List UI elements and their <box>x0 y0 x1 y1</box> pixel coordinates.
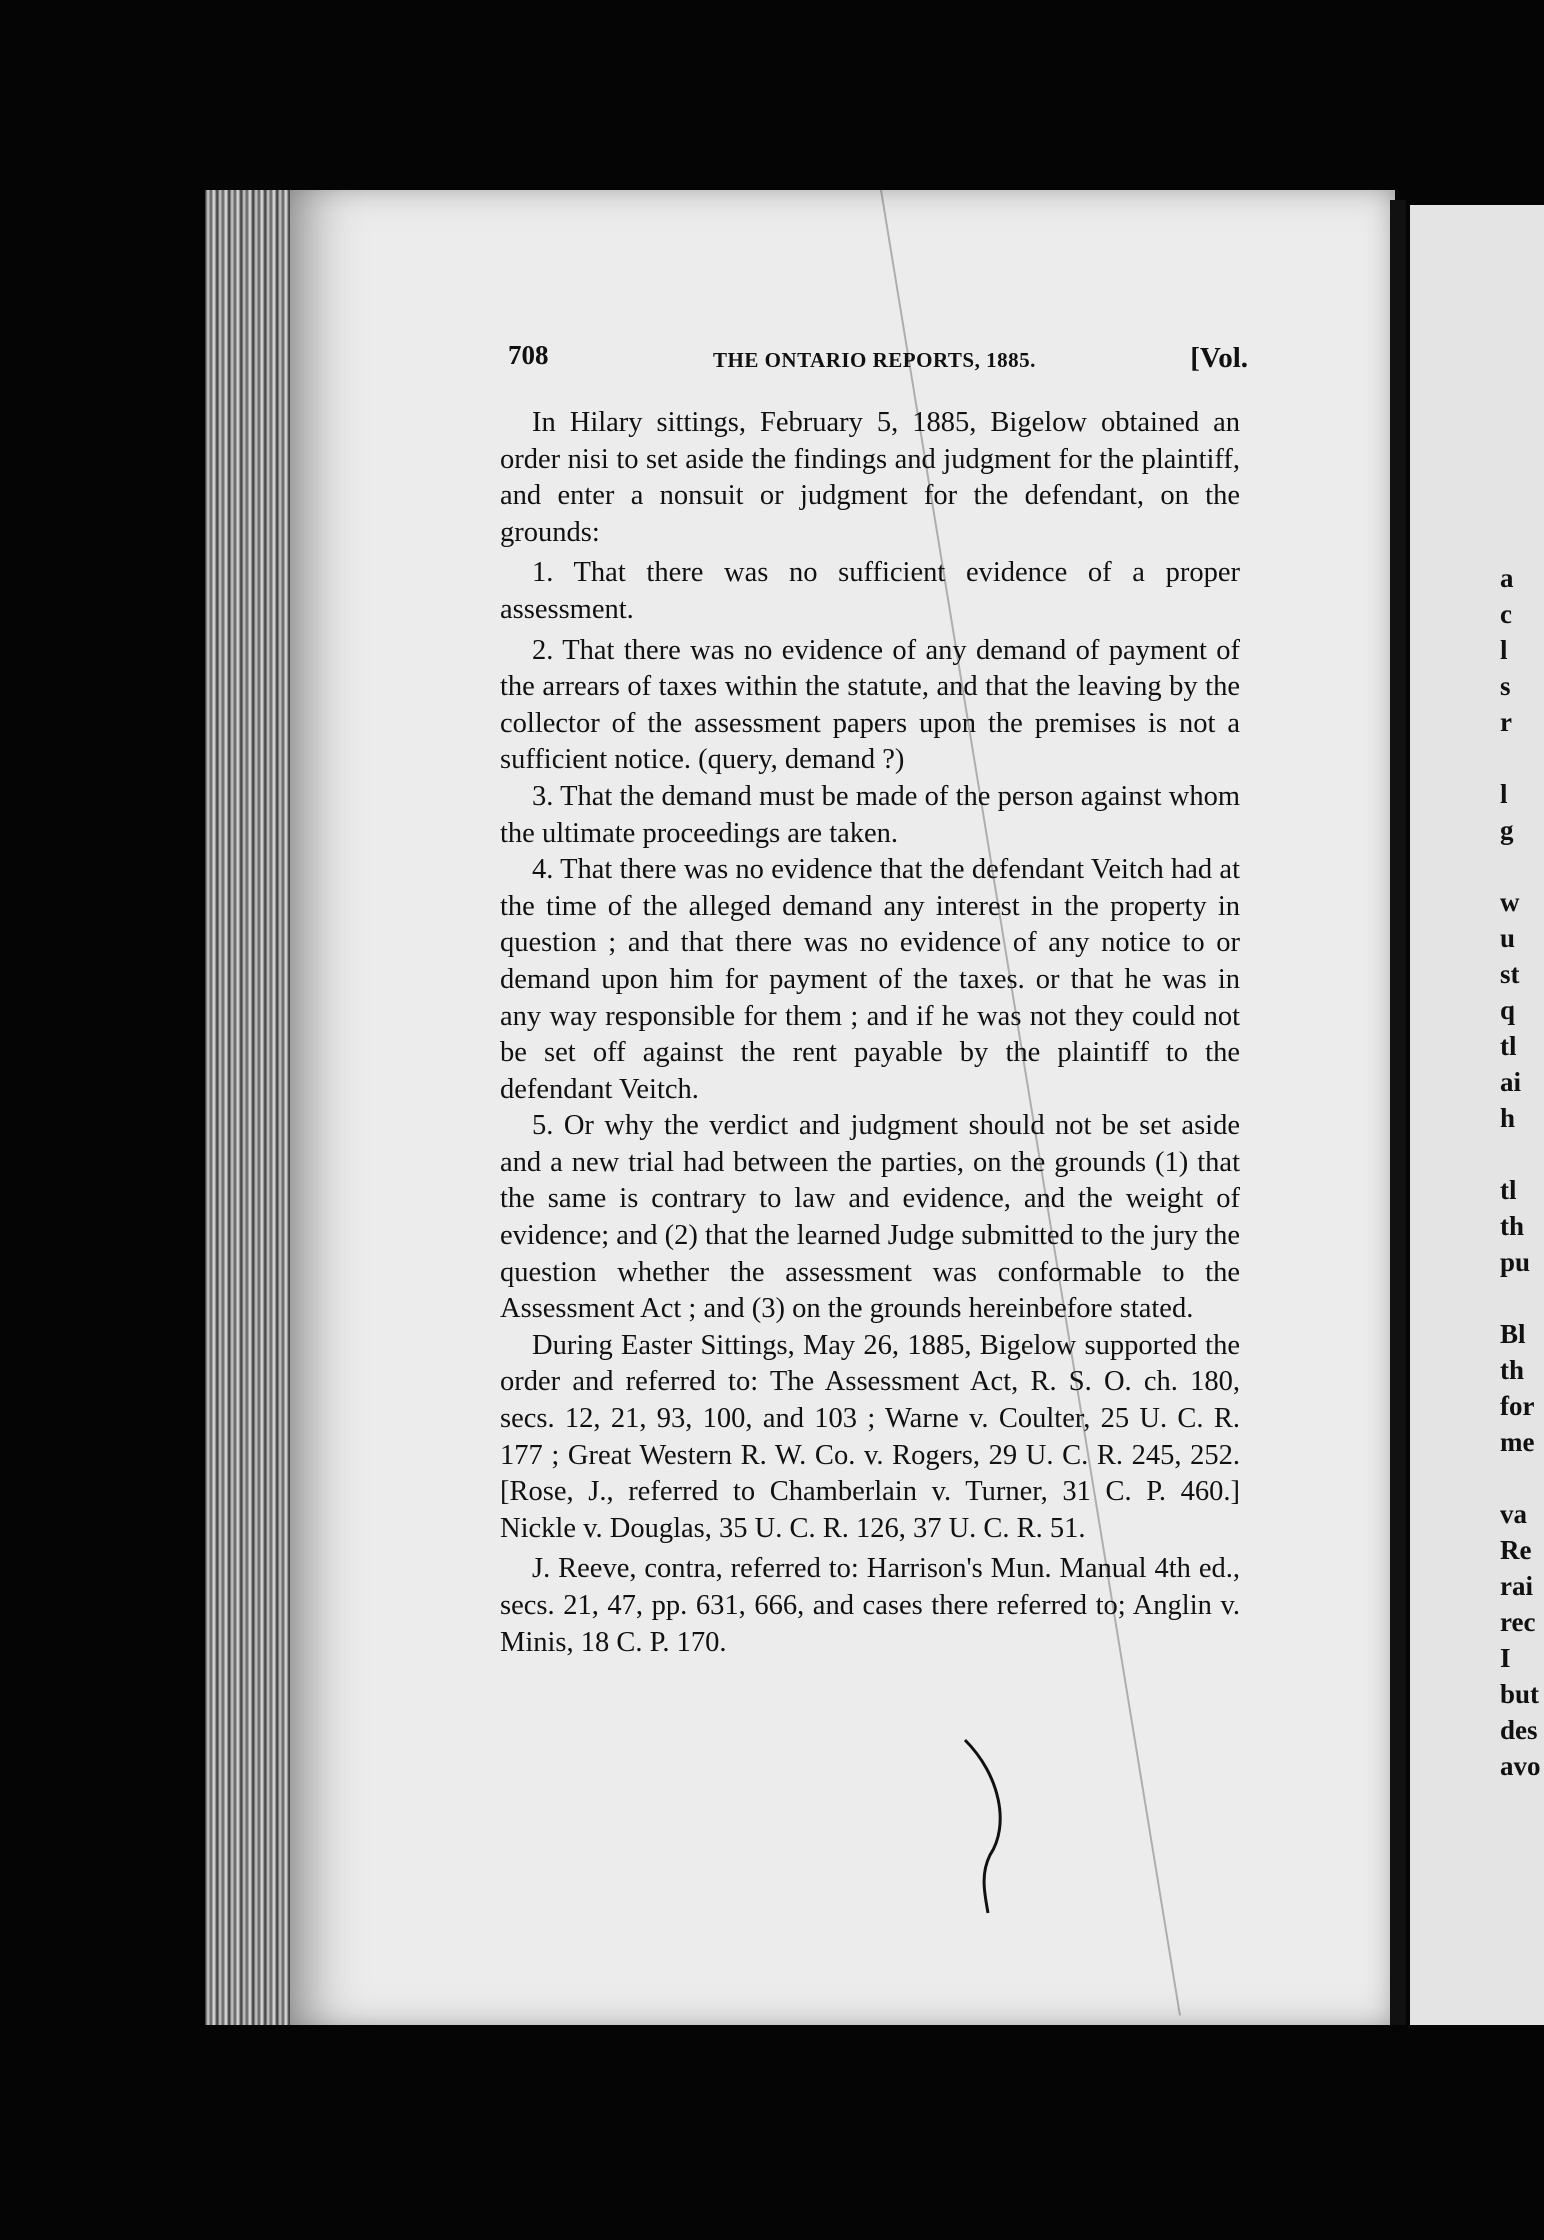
fragment: me <box>1500 1427 1535 1457</box>
fragment: th <box>1500 1211 1525 1241</box>
fragment: pu <box>1500 1247 1531 1277</box>
paragraph-ground-5: 5. Or why the verdict and judgment should not be set aside and a new trial had between the parties, on the grounds (1) that the same is contrary to law and evidence, and the weight of evidence; and (2) that the learned Judge submitted to the jury the question whether the assessment was conformable to the Assessment Act ; and (3) on the grounds hereinbefore stated. <box>500 1110 1240 1325</box>
fragment: th <box>1500 1355 1525 1385</box>
fragment: rai <box>1500 1571 1533 1601</box>
volume-label: [Vol. <box>1190 342 1248 374</box>
running-header <box>508 340 1248 380</box>
fragment: s <box>1500 671 1511 701</box>
book-binding-edge <box>205 190 295 2025</box>
fragment: u <box>1500 923 1516 953</box>
fragment: q <box>1500 995 1516 1025</box>
pen-mark <box>960 1735 1020 1915</box>
page-body-text <box>500 405 1240 1661</box>
fragment: I <box>1500 1643 1511 1673</box>
fragment: st <box>1500 959 1520 989</box>
fragment: h <box>1500 1103 1516 1133</box>
paragraph-ground-1: 1. That there was no sufficient evidence of a proper assessment. <box>500 557 1240 625</box>
fragment: c <box>1500 599 1512 629</box>
fragment: for <box>1500 1391 1535 1421</box>
page-gutter <box>1390 200 1406 2025</box>
fragment: avo <box>1500 1751 1541 1781</box>
adjacent-page-fragments <box>1500 560 1544 1784</box>
fragment: l <box>1500 635 1508 665</box>
fragment <box>1500 848 1544 884</box>
fragment: des <box>1500 1715 1538 1745</box>
fragment: Bl <box>1500 1319 1526 1349</box>
paragraph-easter-sittings: During Easter Sittings, May 26, 1885, Bigelow supported the order and referred to: The Assessment Act, R. S. O. ch. 180, secs. 12, 21, 93, 100, and 103 ; Warne v. Coulter, 25 U. C. R. 177 ; Great Western R. W. Co. v. Rogers, 29 U. C. R. 245, 252. [Rose, J., referred to Chamberlain v. Turner, 31 C. P. 460.] Nickle v. Douglas, 35 U. C. R. 126, 37 U. C. R. 51. <box>500 1329 1240 1544</box>
paragraph-ground-4: 4. That there was no evidence that the defendant Veitch had at the time of the alleged demand any interest in the property in question ; and that there was no evidence of any notice to or demand upon him for payment of the taxes. or that he was in any way responsible for them ; and if he was not they could not be set off against the rent payable by the plaintiff to the defendant Veitch. <box>500 854 1240 1105</box>
fragment <box>1500 1280 1544 1316</box>
fragment: a <box>1500 563 1514 593</box>
fragment: tl <box>1500 1175 1517 1205</box>
fragment: Re <box>1500 1535 1532 1565</box>
fragment: ai <box>1500 1067 1522 1097</box>
paragraph-order-nisi: In Hilary sittings, February 5, 1885, Bigelow obtained an order nisi to set aside the findings and judgment for the plaintiff, and enter a nonsuit or judgment for the defendant, on the grounds: <box>500 407 1240 548</box>
fragment: but <box>1500 1679 1540 1709</box>
fragment: va <box>1500 1499 1527 1529</box>
fragment: rec <box>1500 1607 1536 1637</box>
fragment: r <box>1500 707 1512 737</box>
fragment: tl <box>1500 1031 1517 1061</box>
paragraph-ground-3: 3. That the demand must be made of the person against whom the ultimate proceedings are taken. <box>500 780 1240 849</box>
running-title: THE ONTARIO REPORTS, 1885. <box>713 348 1036 372</box>
paragraph-ground-2: 2. That there was no evidence of any demand of payment of the arrears of taxes within the statute, and that the leaving by the collector of the assessment papers upon the premises is not a sufficient notice. (query, demand ?) <box>500 634 1240 776</box>
page-number: 708 <box>508 340 549 370</box>
fragment <box>1500 740 1544 776</box>
fragment: w <box>1500 887 1520 917</box>
fragment: g <box>1500 815 1514 845</box>
fragment <box>1500 1460 1544 1496</box>
fragment: l <box>1500 779 1508 809</box>
paragraph-reeve-contra: J. Reeve, contra, referred to: Harrison's Mun. Manual 4th ed., secs. 21, 47, pp. 631, 666, and cases there referred to; Anglin v. Minis, 18 C. P. 170. <box>500 1553 1240 1658</box>
fragment <box>1500 1136 1544 1172</box>
